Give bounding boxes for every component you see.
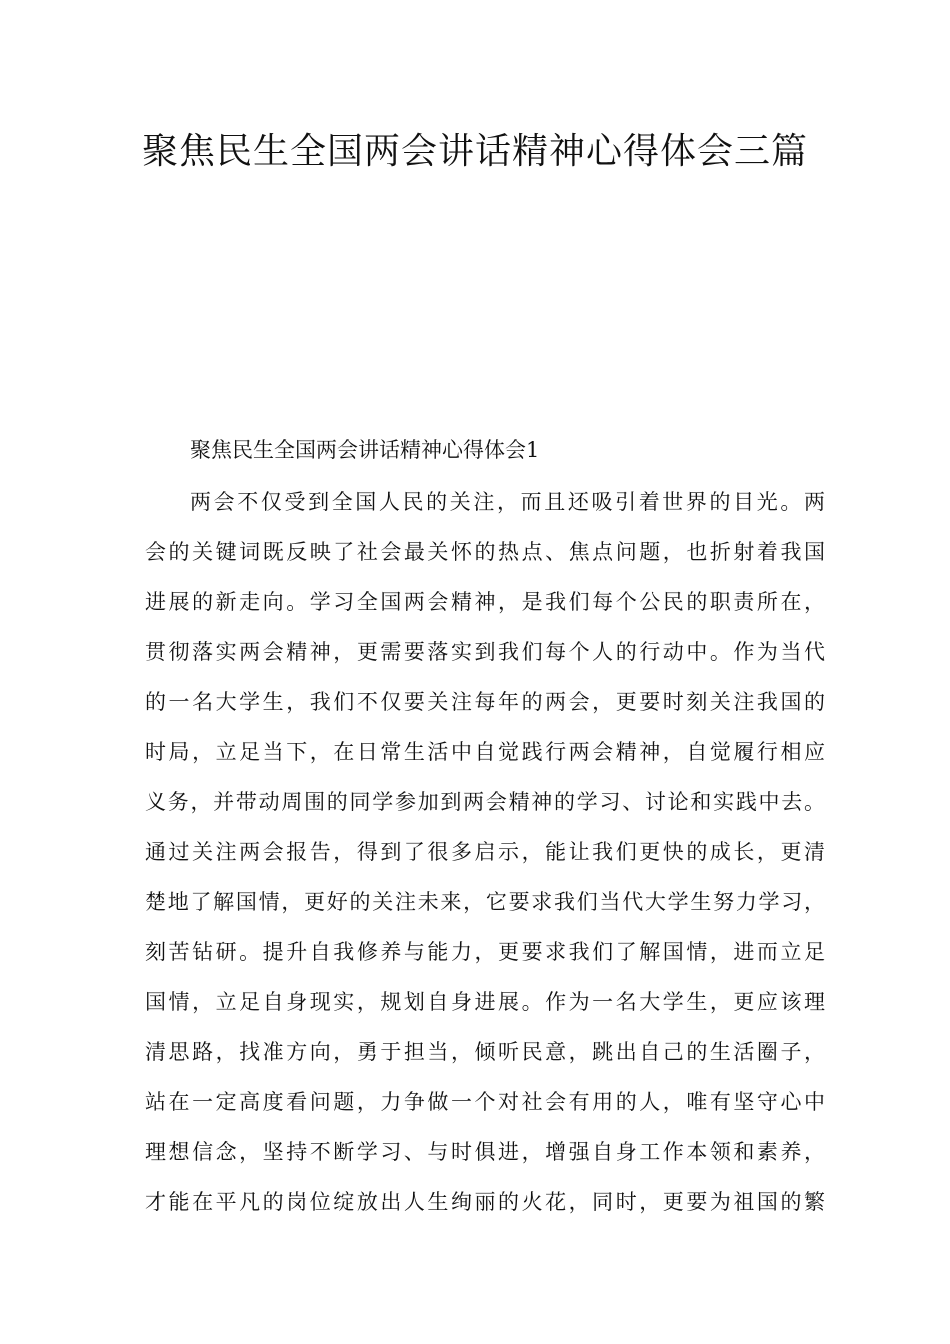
- paragraph-line: 清思路，找准方向，勇于担当，倾听民意，跳出自己的生活圈子，: [145, 1040, 825, 1064]
- paragraph-line: 通过关注两会报告，得到了很多启示，能让我们更快的成长，更清: [145, 840, 825, 864]
- paragraph-line: 理想信念，坚持不断学习、与时俱进，增强自身工作本领和素养，: [145, 1140, 825, 1164]
- document-title: 聚焦民生全国两会讲话精神心得体会三篇: [141, 131, 808, 172]
- paragraph-line: 国情，立足自身现实，规划自身进展。作为一名大学生，更应该理: [145, 990, 825, 1014]
- paragraph-line: 时局，立足当下，在日常生活中自觉践行两会精神，自觉履行相应: [145, 740, 825, 764]
- paragraph-line: 楚地了解国情，更好的关注未来，它要求我们当代大学生努力学习，: [145, 890, 825, 914]
- paragraph-line: 才能在平凡的岗位绽放出人生绚丽的火花，同时，更要为祖国的繁: [145, 1190, 825, 1214]
- body-paragraph: [145, 484, 825, 1234]
- paragraph-line: 的一名大学生，我们不仅要关注每年的两会，更要时刻关注我国的: [145, 690, 825, 714]
- paragraph-line: 贯彻落实两会精神，更需要落实到我们每个人的行动中。作为当代: [145, 640, 825, 664]
- paragraph-line: 两会不仅受到全国人民的关注，而且还吸引着世界的目光。两: [190, 490, 825, 514]
- paragraph-line: 会的关键词既反映了社会最关怀的热点、焦点问题，也折射着我国: [145, 540, 825, 564]
- section-heading: 聚焦民生全国两会讲话精神心得体会1: [190, 438, 540, 462]
- paragraph-line: 刻苦钻研。提升自我修养与能力，更要求我们了解国情，进而立足: [145, 940, 825, 964]
- paragraph-line: 站在一定高度看问题，力争做一个对社会有用的人，唯有坚守心中: [145, 1090, 825, 1114]
- paragraph-line: 进展的新走向。学习全国两会精神，是我们每个公民的职责所在，: [145, 590, 825, 614]
- paragraph-line: 义务，并带动周围的同学参加到两会精神的学习、讨论和实践中去。: [145, 790, 825, 814]
